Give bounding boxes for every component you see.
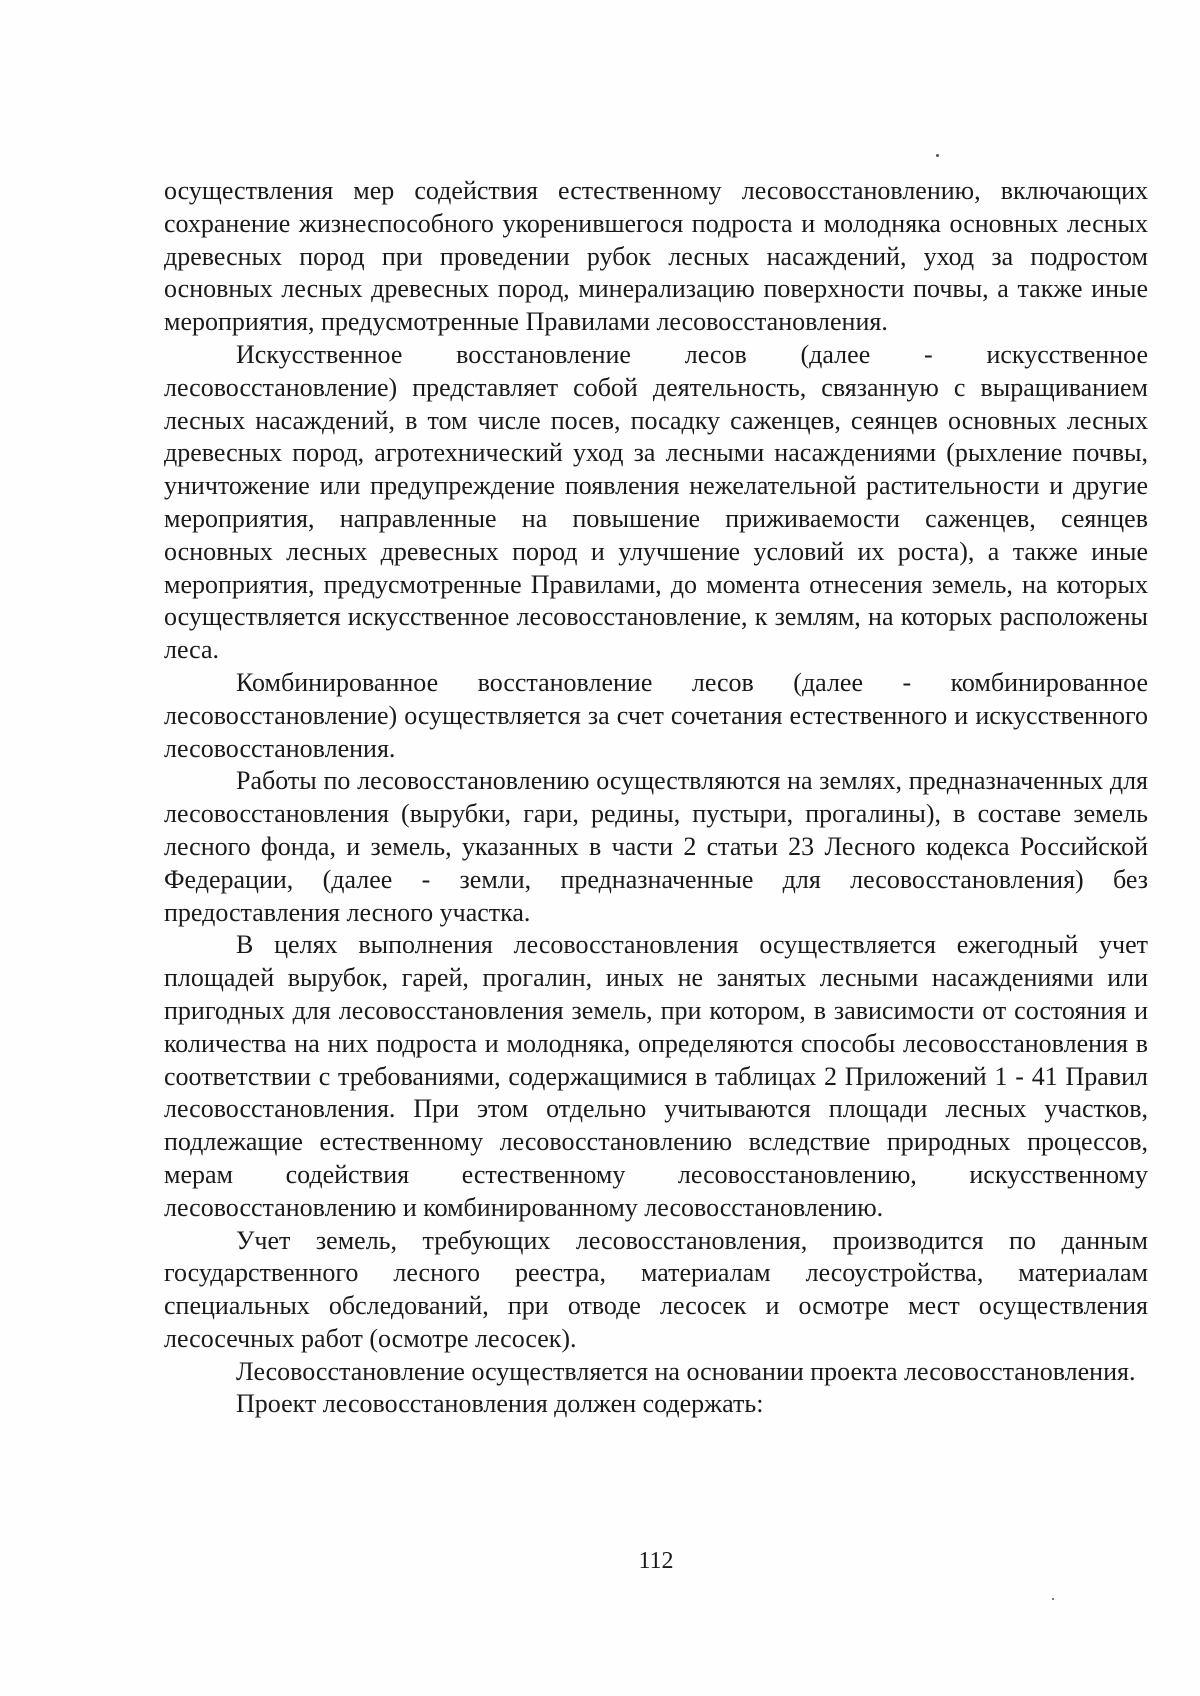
paragraph-combined-reforestation: Комбинированное восстановление лесов (далее - комбинированное лесовосстановление) осуществляется за счет сочетания естественного и искусственного лесовосстановления. bbox=[164, 667, 1148, 763]
scan-speck bbox=[1052, 1598, 1054, 1600]
paragraph-natural-regeneration-measures: осуществления мер содействия естественному лесовосстановлению, включающих сохранение жизнеспособного укоренившегося подроста и молодняка основных лесных древесных пород при проведении рубок лесных насаждений, уход за подростом основных лесных древесных пород, минерализацию поверхности почвы, а также иные мероприятия, предусмотренные Правилами лесовосстановления. bbox=[164, 176, 1148, 337]
paragraph-reforestation-lands: Работы по лесовосстановлению осуществляются на землях, предназначенных для лесовосстановления (вырубки, гари, редины, пустыри, прогалины), в составе земель лесного фонда, и земель, указанных в части 2 статьи 23 Лесного кодекса Российской Федерации, (далее - земли, предназначенные для лесовосстановления) без предоставления лесного участка. bbox=[164, 766, 1148, 927]
paragraph-reforestation-project-basis: Лесовосстановление осуществляется на основании проекта лесовосстановления. bbox=[236, 1356, 1136, 1386]
paragraph-project-contents: Проект лесовосстановления должен содержать: bbox=[236, 1389, 764, 1419]
paragraph-artificial-reforestation: Искусственное восстановление лесов (далее - искусственное лесовосстановление) представляет собой деятельность, связанную с выращиванием лесных насаждений, в том числе посев, посадку саженцев, сеянцев основных лесных древесных пород, агротехнический уход за лесными насаждениями (рыхление почвы, уничтожение или предупреждение появления нежелательной растительности и другие мероприятия, направленные на повышение приживаемости саженцев, сеянцев основных лесных древесных пород и улучшение условий их роста), а также иные мероприятия, предусмотренные Правилами, до момента отнесения земель, на которых осуществляется искусственное лесовосстановление, к землям, на которых расположены леса. bbox=[164, 339, 1148, 665]
document-body bbox=[164, 175, 1148, 1421]
paragraph-annual-accounting: В целях выполнения лесовосстановления осуществляется ежегодный учет площадей вырубок, гарей, прогалин, иных не занятых лесными насаждениями или пригодных для лесовосстановления земель, при котором, в зависимости от состояния и количества на них подроста и молодняка, определяются способы лесовосстановления в соответствии с требованиями, содержащимися в таблицах 2 Приложений 1 - 41 Правил лесовосстановления. При этом отдельно учитываются площади лесных участков, подлежащие естественному лесовосстановлению вследствие природных процессов, мерам содействия естественному лесовосстановлению, искусственному лесовосстановлению и комбинированному лесовосстановлению. bbox=[164, 930, 1148, 1222]
paragraph-land-accounting-sources: Учет земель, требующих лесовосстановления, производится по данным государственного лесного реестра, материалам лесоустройства, материалам специальных обследований, при отводе лесосек и осмотре мест осуществления лесосечных работ (осмотре лесосек). bbox=[164, 1225, 1148, 1353]
scan-speck bbox=[936, 154, 939, 157]
page-number: 112 bbox=[638, 1548, 674, 1574]
